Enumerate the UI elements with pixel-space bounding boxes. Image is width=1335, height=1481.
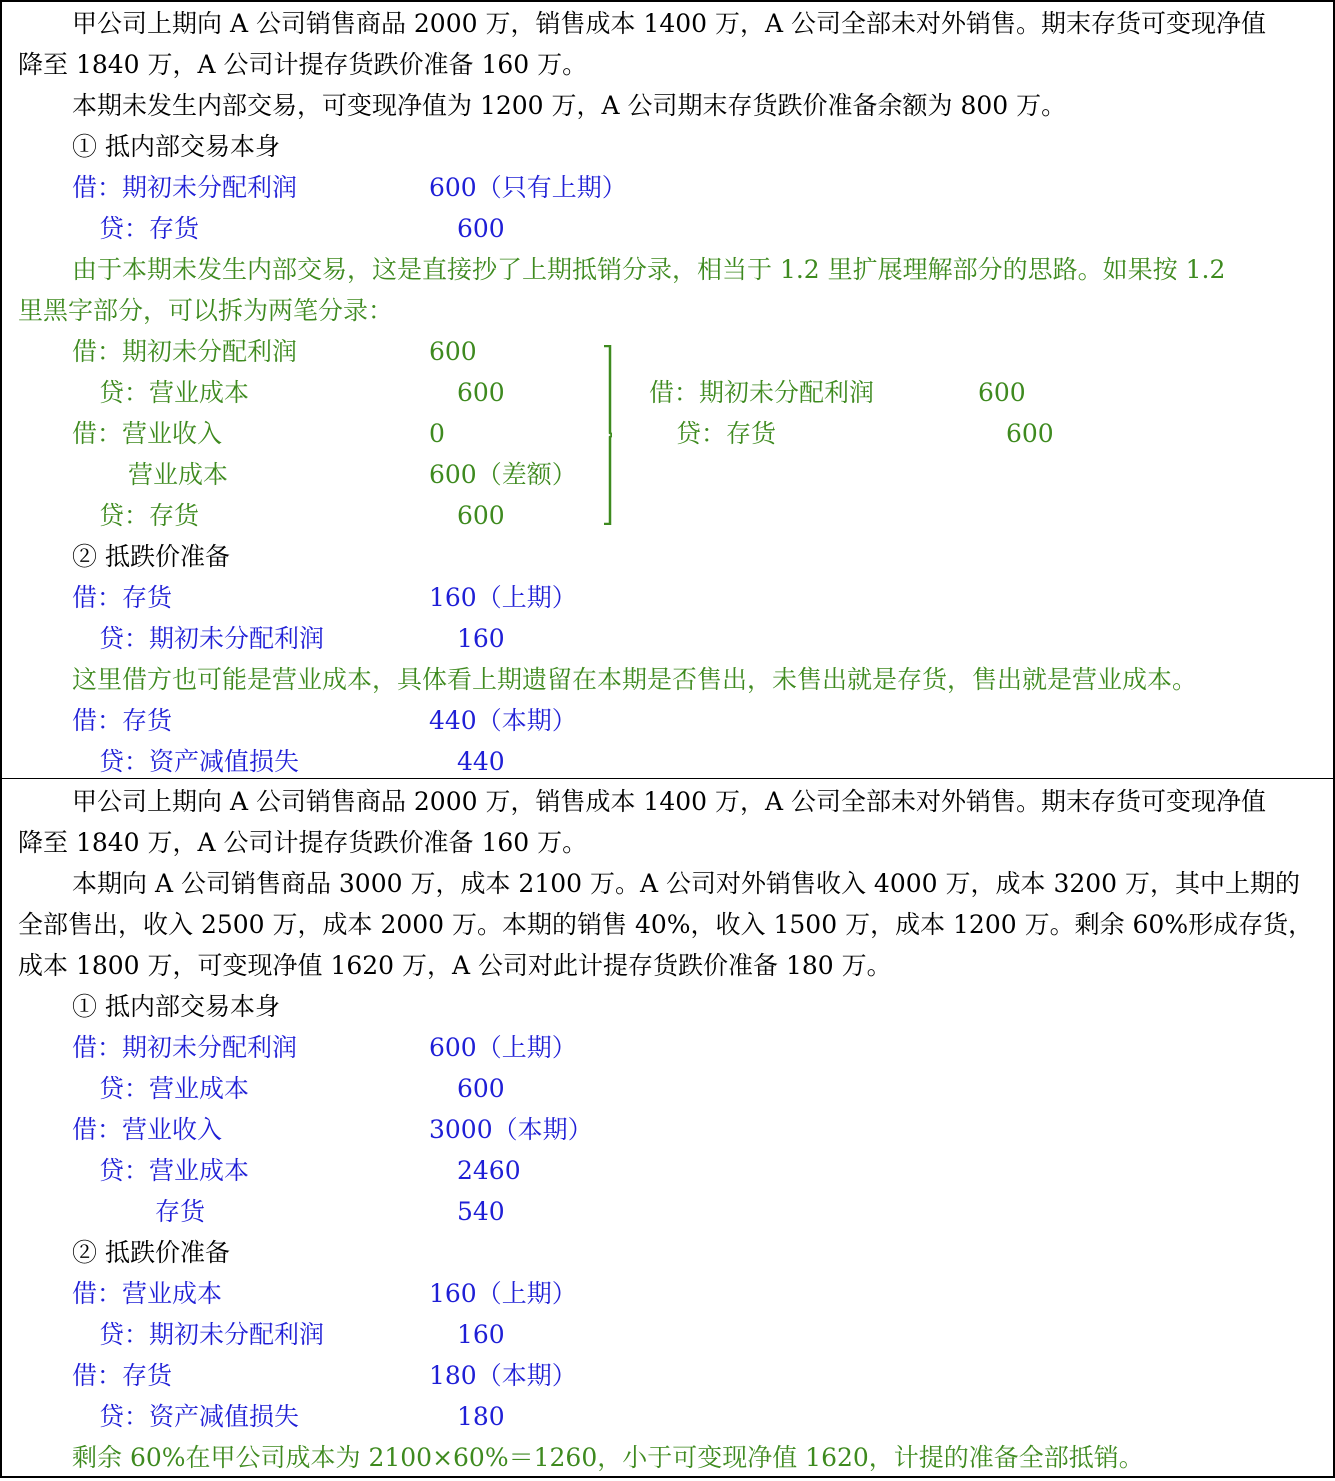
case2-e4-debit: 借：存货: [72, 1361, 173, 1390]
split-entry-1-debit: 借：期初未分配利润: [72, 337, 298, 366]
case1-e2-debit: 借：存货: [72, 583, 173, 612]
split-entry-2-debit-2-amount: 600（差额）: [429, 460, 577, 489]
case2-intro-line-4: 全部售出，收入 2500 万，成本 2000 万。本期的销售 40%，收入 1500 万，成本 1200 万。剩余 60%形成存货，: [18, 910, 1314, 939]
case2-intro-line-3: 本期向 A 公司销售商品 3000 万，成本 2100 万。A 公司对外销售收入 4000 万，成本 3200 万，其中上期的: [72, 869, 1301, 898]
case1-e2-debit-amount: 160（上期）: [429, 583, 577, 612]
case1-note2: 这里借方也可能是营业成本，具体看上期遗留在本期是否售出，未售出就是存货，售出就是营业成本。: [72, 665, 1198, 694]
case-2-cell: [0, 779, 1335, 1478]
case1-e3-debit-amount: 440（本期）: [429, 706, 577, 735]
split-entry-2-debit: 借：营业收入: [72, 419, 223, 448]
split-entry-1-debit-amount: 600: [429, 337, 477, 366]
case1-e2-credit: 贷：期初未分配利润: [99, 624, 325, 653]
case1-e1-debit-amount: 600（只有上期）: [429, 173, 627, 202]
case2-step2-title: ② 抵跌价准备: [72, 1238, 230, 1267]
case2-e2-debit-amount: 3000（本期）: [429, 1115, 593, 1144]
case2-e3-credit: 贷：期初未分配利润: [99, 1320, 325, 1349]
case1-intro-line-3: 本期未发生内部交易，可变现净值为 1200 万，A 公司期末存货跌价准备余额为 800 万。: [72, 91, 1067, 120]
merged-entry-debit-amount: 600: [978, 378, 1026, 407]
case2-e1-debit-amount: 600（上期）: [429, 1033, 577, 1062]
split-entry-2-debit-amount: 0: [429, 419, 445, 448]
case2-step1-title: ① 抵内部交易本身: [72, 992, 280, 1021]
case1-e3-credit: 贷：资产减值损失: [99, 747, 300, 776]
case2-e2-credit-1-amount: 2460: [457, 1156, 521, 1185]
case1-e3-debit: 借：存货: [72, 706, 173, 735]
case2-e4-credit: 贷：资产减值损失: [99, 1402, 300, 1431]
case2-e2-credit-2-amount: 540: [457, 1197, 505, 1226]
right-brace-icon: [602, 345, 612, 525]
merged-entry-credit-amount: 600: [1006, 419, 1054, 448]
case2-e4-debit-amount: 180（本期）: [429, 1361, 577, 1390]
merged-entry-credit: 贷：存货: [676, 419, 777, 448]
case2-e3-credit-amount: 160: [457, 1320, 505, 1349]
case2-e2-debit: 借：营业收入: [72, 1115, 223, 1144]
case2-e3-debit: 借：营业成本: [72, 1279, 223, 1308]
case2-e2-credit-2: 存货: [155, 1197, 206, 1226]
case2-e3-debit-amount: 160（上期）: [429, 1279, 577, 1308]
case1-e3-credit-amount: 440: [457, 747, 505, 776]
case1-e1-credit-amount: 600: [457, 214, 505, 243]
case2-e4-credit-amount: 180: [457, 1402, 505, 1431]
case1-note1-line-2: 里黑字部分，可以拆为两笔分录：: [18, 296, 394, 325]
case2-note: 剩余 60%在甲公司成本为 2100×60%＝1260，小于可变现净值 1620，计提的准备全部抵销。: [72, 1443, 1144, 1472]
split-entry-2-credit-amount: 600: [457, 501, 505, 530]
case1-intro-line-1: 甲公司上期向 A 公司销售商品 2000 万，销售成本 1400 万，A 公司全部未对外销售。期末存货可变现净值: [72, 9, 1266, 38]
case2-intro-line-1: 甲公司上期向 A 公司销售商品 2000 万，销售成本 1400 万，A 公司全部未对外销售。期末存货可变现净值: [72, 787, 1266, 816]
case1-e1-debit: 借：期初未分配利润: [72, 173, 298, 202]
case2-intro-line-2: 降至 1840 万，A 公司计提存货跌价准备 160 万。: [18, 828, 588, 857]
case1-note1-line-1: 由于本期未发生内部交易，这是直接抄了上期抵销分录，相当于 1.2 里扩展理解部分的思路。如果按 1.2: [72, 255, 1226, 284]
split-entry-1-credit-amount: 600: [457, 378, 505, 407]
split-entry-2-credit: 贷：存货: [99, 501, 200, 530]
case1-step1-title: ① 抵内部交易本身: [72, 132, 280, 161]
case1-e2-credit-amount: 160: [457, 624, 505, 653]
case2-e1-credit-amount: 600: [457, 1074, 505, 1103]
case2-e1-debit: 借：期初未分配利润: [72, 1033, 298, 1062]
case1-intro-line-2: 降至 1840 万，A 公司计提存货跌价准备 160 万。: [18, 50, 588, 79]
merged-entry-debit: 借：期初未分配利润: [649, 378, 875, 407]
split-entry-1-credit: 贷：营业成本: [99, 378, 250, 407]
split-entry-2-debit-2: 营业成本: [128, 460, 229, 489]
case2-intro-line-5: 成本 1800 万，可变现净值 1620 万，A 公司对此计提存货跌价准备 180 万。: [18, 951, 892, 980]
case2-e1-credit: 贷：营业成本: [99, 1074, 250, 1103]
case1-e1-credit: 贷：存货: [99, 214, 200, 243]
case2-e2-credit-1: 贷：营业成本: [99, 1156, 250, 1185]
case1-step2-title: ② 抵跌价准备: [72, 542, 230, 571]
